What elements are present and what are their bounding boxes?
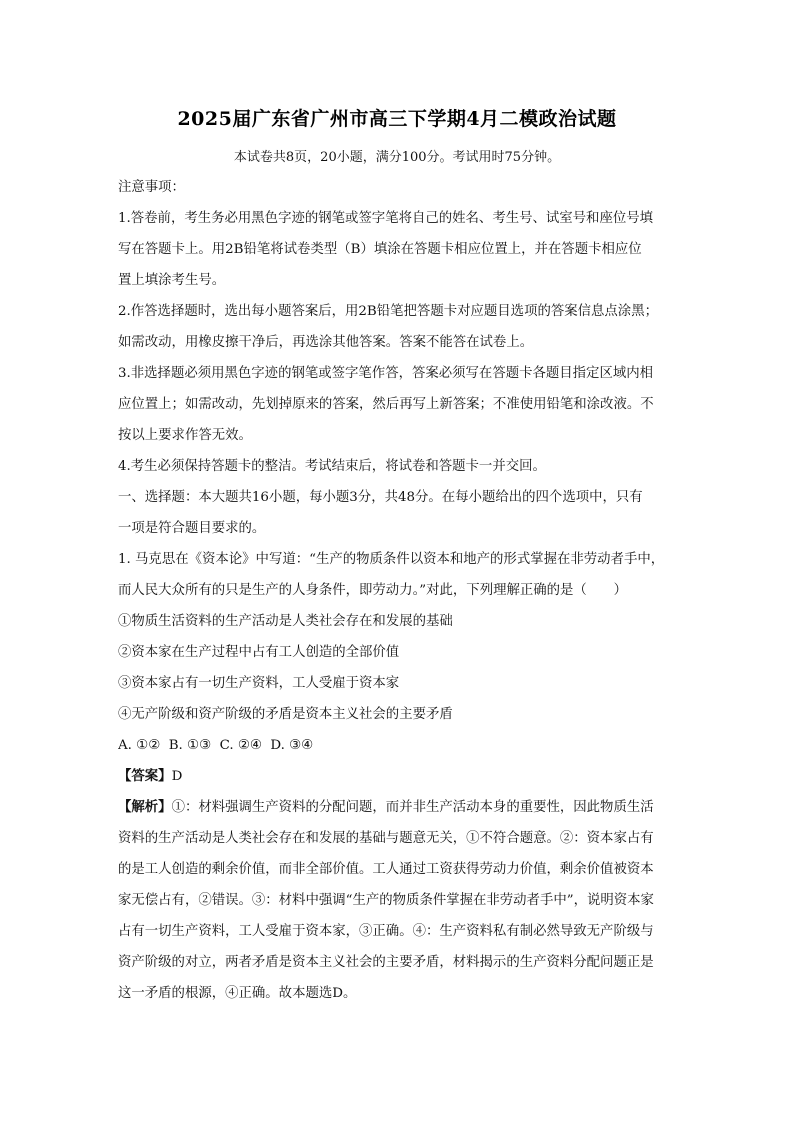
text-line: 一项是符合题目要求的。 [118, 521, 266, 536]
text-line: 按以上要求作答无效。 [118, 428, 252, 443]
text-line: 置上填涂考生号。 [118, 273, 226, 288]
question-1 [118, 544, 680, 1009]
exam-info: 本试卷共8页，20小题，满分100分。考试用时75分钟。 [233, 150, 561, 165]
text-line: 家无偿占有，②错误。③：材料中强调“生产的物质条件掌握在非劳动者手中”，说明资本家 [118, 893, 654, 908]
analysis-text: ①：材料强调生产资料的分配问题，而并非生产活动本身的重要性，因此物质生活 [171, 800, 654, 815]
text-line: 资料的生产活动是人类社会存在和发展的基础与题意无关，①不符合题意。②：资本家占有 [118, 831, 654, 846]
notice-item-4 [118, 451, 680, 482]
text-line: 3.非选择题必须用黑色字迹的钢笔或签字笔作答，答案必须写在答题卡各题目指定区域内相 [118, 366, 654, 381]
text-line: 4.考生必须保持答题卡的整洁。考试结束后，将试卷和答题卡一并交回。 [118, 459, 546, 474]
answer-label: 【答案】 [118, 768, 172, 784]
notice-item-2 [118, 296, 680, 358]
text-line: 1.答卷前，考生务必用黑色字迹的钢笔或签字笔将自己的姓名、考生号、试室号和座位号填 [118, 211, 654, 226]
text-line: 而人民大众所有的只是生产的人身条件，即劳动力。”对此，下列理解正确的是（ ） [118, 583, 627, 598]
section-heading [118, 482, 680, 544]
text-line [118, 792, 680, 823]
statement-1: ①物质生活资料的生产活动是人类社会存在和发展的基础 [118, 614, 453, 629]
statement-3: ③资本家占有一切生产资料，工人受雇于资本家 [118, 676, 400, 691]
answer-options: A. ①② B. ①③ C. ②④ D. ③④ [118, 738, 314, 753]
answer-line [118, 761, 680, 792]
document-body [118, 172, 680, 1009]
text-line: 2.作答选择题时，选出每小题答案后，用2B铅笔把答题卡对应题目选项的答案信息点涂黑； [118, 304, 658, 319]
answer-value: D [171, 769, 183, 784]
notice-item-3 [118, 358, 680, 451]
text-line: 1. 马克思在《资本论》中写道：“生产的物质条件以资本和地产的形式掌握在非劳动者手中， [118, 552, 665, 567]
text-line: 应位置上；如需改动，先划掉原来的答案，然后再写上新答案；不准使用铅笔和涂改液。不 [118, 397, 654, 412]
notice-heading: 注意事项： [118, 180, 185, 195]
text-line: 的是工人创造的剩余价值，而非全部价值。工人通过工资获得劳动力价值，剩余价值被资本 [118, 862, 654, 877]
analysis-label: 【解析】 [118, 799, 172, 815]
notice-item-1 [118, 203, 680, 296]
page-title: 2025届广东省广州市高三下学期4月二模政治试题 [177, 108, 617, 130]
statement-2: ②资本家在生产过程中占有工人创造的全部价值 [118, 645, 400, 660]
text-line: 一、选择题：本大题共16小题，每小题3分，共48分。在每小题给出的四个选项中，只有 [118, 490, 643, 505]
statement-4: ④无产阶级和资产阶级的矛盾是资本主义社会的主要矛盾 [118, 707, 453, 722]
question-statements [118, 606, 680, 730]
text-line: 资产阶级的对立，两者矛盾是资本主义社会的主要矛盾，材料揭示的生产资料分配问题正是 [118, 955, 654, 970]
text-line: 如需改动，用橡皮擦干净后，再选涂其他答案。答案不能答在试卷上。 [118, 335, 534, 350]
text-line: 写在答题卡上。用2B铅笔将试卷类型（B）填涂在答题卡相应位置上，并在答题卡相应位 [118, 242, 642, 257]
analysis [118, 792, 680, 1009]
text-line: 占有一切生产资料，工人受雇于资本家，③正确。④：生产资料私有制必然导致无产阶级与 [118, 924, 654, 939]
text-line: 这一矛盾的根源，④正确。故本题选D。 [118, 986, 357, 1001]
question-stem [118, 544, 680, 606]
